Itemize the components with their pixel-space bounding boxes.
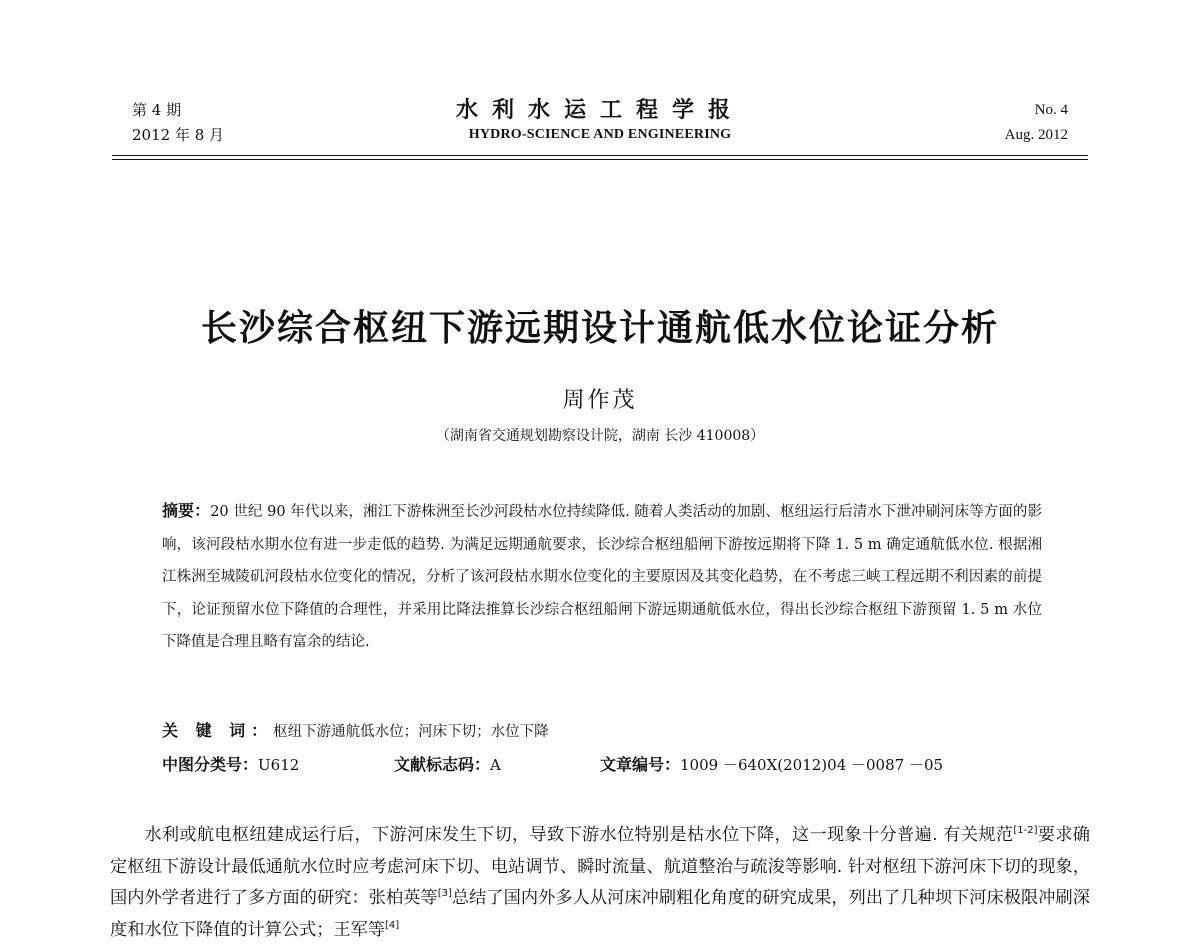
journal-name-en: HYDRO-SCIENCE AND ENGINEERING [468,127,732,142]
clc-item [162,752,394,778]
doc-code-value: A [490,756,501,774]
classification-line [162,752,943,778]
citation-ref: [1-2] [1013,825,1038,836]
keywords [162,718,549,745]
issue-number-en: No. 4 [1034,102,1068,118]
abstract [162,495,1042,659]
body-text-segment: 要求确定枢纽下游设计最低通航水位时应考虑河床下切、电站调节、瞬时流量、航道整治与疏浚等影响. 针对枢纽下游河床下切的现象，国内外学者进行了多方面的研究：张柏英等 [110,825,1090,908]
doc-code-label: 文献标志码： [394,755,491,774]
header-rule-thin [112,159,1088,160]
body-text-segment: 总结了国内外多人从河床冲刷粗化角度的研究成果，列出了几种坝下河床极限冲刷深度和水位下降值的计算公式；王军等 [110,888,1090,940]
article-number-label: 文章编号： [600,755,681,774]
abstract-label: 摘要： [162,501,211,520]
clc-value: U612 [258,756,300,774]
citation-ref: [4] [385,919,400,931]
header-left [132,98,224,148]
article-number-value: 1009 －640X(2012)04 －0087 －05 [680,756,944,774]
journal-name [400,96,800,146]
abstract-text: 20 世纪 90 年代以来，湘江下游株洲至长沙河段枯水位持续降低. 随着人类活动的加剧、枢纽运行后清水下泄冲刷河床等方面的影响，该河段枯水期水位有进一步走低的趋势. 为满足远期通航要求，长沙综合枢纽船闸下游按远期将下降 1. 5 m 确定通航低水位. 根据湘江株洲至城陵矶河段枯水位变化的情况，分析了该河段枯水期水位变化的主要原因及其变化趋势，在不考虑三峡工程远期不利因素的前提下，论证预留水位下降值的合理性，并采用比降法推算长沙综合枢纽船闸下游远期通航低水位，得出长沙综合枢纽下游预留 1. 5 m 水位下降值是合理且略有富余的结论. [162,504,1042,651]
citation-ref: [3] [437,888,452,899]
body-text [110,820,1090,946]
header-right [1005,98,1068,148]
header-rule [112,155,1088,156]
clc-label: 中图分类号： [162,755,259,774]
article-number-item [600,752,943,778]
issue-date-en: Aug. 2012 [1004,127,1068,143]
issue-date-cn: 2012 年 8 月 [132,126,225,144]
doc-code-item [394,752,600,778]
author-affiliation: （湖南省交通规划勘察设计院，湖南 长沙 410008） [435,428,765,444]
journal-name-cn: 水利水运工程学报 [455,97,744,123]
keywords-text: 枢纽下游通航低水位；河床下切；水位下降 [273,724,549,740]
keywords-label: 关 键 词： [162,721,274,740]
paper-title: 长沙综合枢纽下游远期设计通航低水位论证分析 [200,308,999,349]
body-text-segment: 水利或航电枢纽建成运行后，下游河床发生下切，导致下游水位特别是枯水位下降，这一现象十分普遍. 有关规范 [144,825,1014,845]
body-paragraph [110,820,1090,946]
paper-author: 周作茂 [562,388,638,413]
issue-number: 第 4 期 [132,101,182,119]
